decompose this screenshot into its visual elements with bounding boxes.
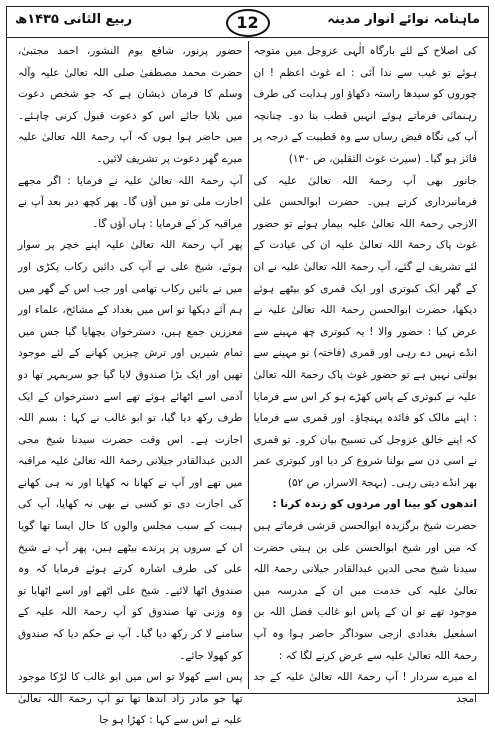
- paragraph: حضرت شیخ برگزیدہ ابوالحسن قرشی فرماتے ہیں کہ میں اور شیخ ابوالحسن علی بن ہیتی حضرت سیدنا شیخ محی الدین عبدالقادر جیلانی رحمۃ اللہ تعالیٰ علیہ کی خدمت میں ان کے مدرسہ میں موجود تھے تو ان کے پاس ابو غالب فضل اللہ بن اسمٰعیل بغدادی ازجی سوداگر حاضر ہوا وہ آپ رحمۃ اللہ تعالیٰ علیہ سے عرض کرنے لگا کہ :: [253, 520, 477, 662]
- paragraph: آپ رحمۃ اللہ تعالیٰ علیہ نے فرمایا : اگر مجھے اجازت ملی تو میں آؤں گا۔ پھر کچھ دیر بعد آپ نے مراقبہ کر کے فرمایا : ہاں آؤں گا۔: [18, 174, 243, 230]
- paragraph: حضور پرنور، شافع یوم النشور، احمد مجتبیٰ، حضرت محمد مصطفیٰ صلی اللہ تعالیٰ علیہ وآلہ وسلم کا فرمان ذیشان ہے کہ جو شخص دعوت میں بلایا جائے اس کو دعوت قبول کرنی چاہئے۔ میں حاضر ہوا ہوں کہ آپ رحمۃ اللہ تعالیٰ علیہ میرے گھر دعوت پر تشریف لائیں۔: [18, 45, 243, 165]
- text-columns: [13, 41, 482, 727]
- paragraph: اے میرے سردار ! آپ رحمۃ اللہ تعالیٰ علیہ کے جد امجد: [253, 671, 477, 705]
- page-header: [7, 7, 488, 38]
- right-column: [248, 41, 483, 705]
- magazine-title: ماہنامہ نوائے انوار مدینہ: [327, 12, 480, 27]
- paragraph: جانور بھی آپ رحمۃ اللہ تعالیٰ علیہ کی فرمانبرداری کرتے ہیں۔ حضرت ابوالحسن علی الازجی رحمۃ اللہ تعالیٰ علیہ بیمار ہوئے تو حضور غوث پاک رحمۃ اللہ تعالیٰ علیہ ان کی عیادت کے لئے تشریف لے گئے، آپ رحمۃ اللہ تعالیٰ علیہ نے ان کے گھر ایک کبوتری اور ایک قمری کو بیٹھے ہوئے دیکھا، حضرت ابوالحسن رحمۃ اللہ تعالیٰ علیہ نے عرض کیا : حضور والا ! یہ کبوتری چھ مہینے سے انڈے نہیں دے رہی اور قمری (فاختہ) نو مہینے سے بولتی نہیں ہے تو حضور غوث پاک رحمۃ اللہ تعالیٰ علیہ نے کبوتری کے پاس کھڑے ہو کر اس سے فرمایا : اپنے مالک کو فائدہ پہنچاؤ۔ اور قمری سے فرمایا کہ اپنے خالق عزوجل کی تسبیح بیان کرو۔ تو قمری نے اسی دن سے بولنا شروع کر دیا اور کبوتری عمر بھر انڈے دیتی رہی۔ (بہجۃ الاسرار، ص ۵۲): [253, 174, 477, 489]
- paragraph: کی اصلاح کے لئے بارگاہ الٰہی عزوجل میں متوجہ ہوئے تو غیب سے ندا آئی : اے غوث اعظم ! ان چوروں کو سیدھا راستہ دکھاؤ اور ہدایت کی طرف رہنمائی فرماتے ہوئے انہیں قطب بنا دو۔ چنانچہ آپ کی نگاہ فیض رساں سے وہ قطبیت کے درجہ پر فائز ہو گیا۔ (سیرت غوث الثقلین، ص ۱۳۰): [253, 45, 477, 165]
- issue-date: ربیع الثانی ۱۴۳۵ھ: [15, 12, 133, 27]
- section-heading: اندھوں کو بینا اور مردوں کو زندہ کرنا :: [272, 498, 477, 511]
- left-column: [13, 41, 248, 727]
- paragraph: پھر آپ رحمۃ اللہ تعالیٰ علیہ اپنے خچر پر سوار ہوئے، شیخ علی نے آپ کی دائیں رکاب پکڑی اور میں نے بائیں رکاب تھامی اور جب اس کے گھر میں ہم آئے دیکھا تو اس میں بغداد کے مشائخ، علماء اور معززین جمع ہیں، دسترخوان بچھایا گیا جس میں تمام شیریں اور ترش چیزیں کھانے کے لئے موجود تھیں اور ایک بڑا صندوق لایا گیا جو سربمہر تھا دو آدمی اسے اٹھائے ہوئے تھے اسے دسترخوان کے ایک طرف رکھ دیا گیا، تو ابو غالب نے کہا : بسم اللہ اجازت ہے۔ اس وقت حضرت سیدنا شیخ محی الدین عبدالقادر جیلانی رحمۃ اللہ تعالیٰ علیہ مراقبہ میں تھے اور آپ نے کھانا نہ کھایا اور نہ ہی کھانے کی اجازت دی تو کسی نے بھی نہ کھایا، آپ کی ہیبت کے سبب مجلس والوں کا حال ایسا تھا گویا ان کے سروں پر پرندے بیٹھے ہیں، پھر آپ نے شیخ علی کی طرف اشارہ کرتے ہوئے فرمایا کہ وہ صندوق اٹھا لائیے۔ شیخ علی اٹھے اور اسے اٹھایا تو وہ وزنی تھا صندوق کو آپ رحمۃ اللہ علیہ کے سامنے لا کر رکھ دیا گیا۔ آپ نے حکم دیا کہ صندوق کو کھولا جائے۔: [18, 239, 243, 662]
- page-number: 12: [226, 9, 270, 37]
- document-page: [6, 6, 489, 727]
- paragraph: پس اسے کھولا تو اس میں ابو غالب کا لڑکا موجود تھا جو مادر زاد اندھا تھا تو آپ رحمۃ اللہ تعالیٰ علیہ نے اس سے کہا : کھڑا ہو جا: [18, 671, 243, 727]
